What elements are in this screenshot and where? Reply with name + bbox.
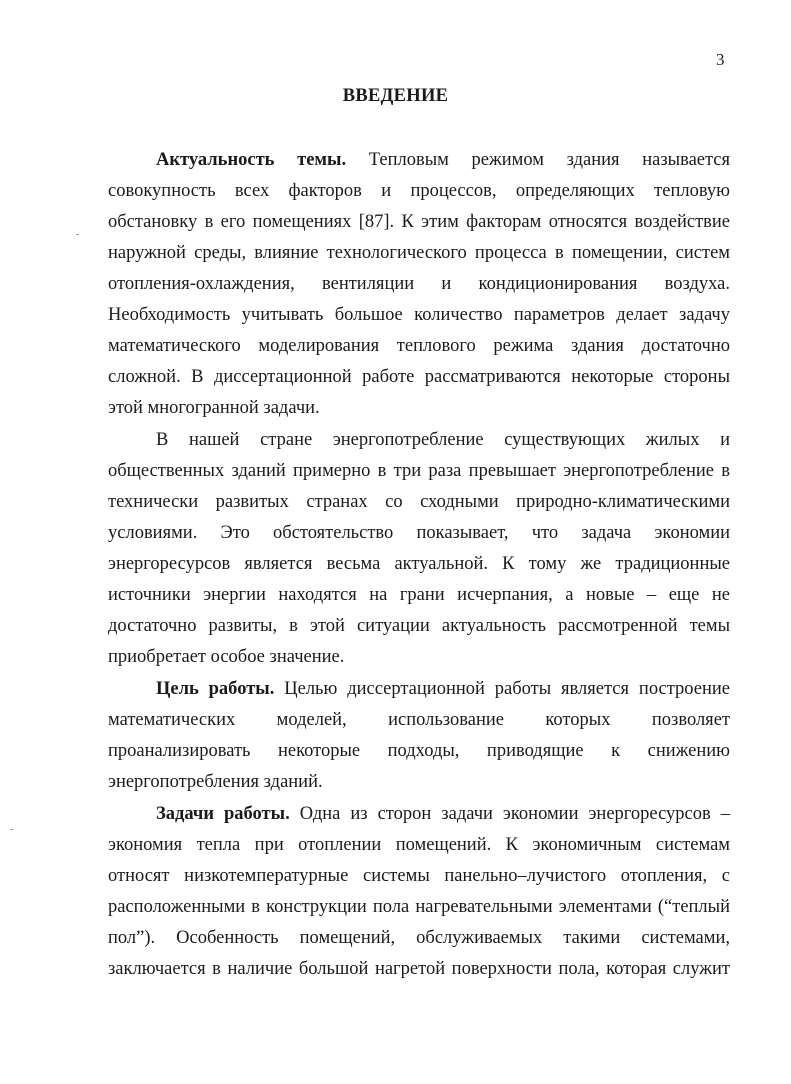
page-number: 3 [716,50,725,69]
paragraph-actuality-line: совокупность всех факторов и процессов, определяющих тепловую [108,181,730,201]
paragraph-goal-line: проанализировать некоторые подходы, приводящие к снижению [108,741,730,761]
paragraph-actuality-line: сложной. В диссертационной работе рассматриваются некоторые стороны [108,367,730,387]
paragraph-tasks-line: заключается в наличие большой нагретой поверхности пола, которая служит [108,959,730,979]
page-title: ВВЕДЕНИЕ [342,86,449,106]
scan-speck [76,234,79,235]
paragraph-tasks-line: относят низкотемпературные системы панельно–лучистого отопления, с [108,866,730,886]
paragraph-actuality-line: этой многогранной задачи. [108,398,320,418]
paragraph-goal-line [156,677,730,701]
paragraph-actuality-line: наружной среды, влияние технологического процесса в помещении, систем [108,243,730,263]
paragraph-lead-tasks: Задачи работы. [156,804,290,824]
paragraph-tasks-line: расположенными в конструкции пола нагревательными элементами (“теплый [108,897,730,917]
paragraph-lead-goal: Цель работы. [156,679,275,699]
paragraph-text: Одна из сторон задачи экономии энергоресурсов – [299,804,731,824]
paragraph-energy-line: источники энергии находятся на грани исчерпания, а новые – еще не [108,585,730,605]
paragraph-energy-line: В нашей стране энергопотребление существующих жилых и [156,430,730,450]
paragraph-text: Тепловым режимом здания называется [368,150,731,170]
paragraph-actuality-line: математического моделирования теплового режима здания достаточно [108,336,730,356]
paragraph-goal-line: энергопотребления зданий. [108,772,323,792]
paragraph-tasks-line [156,802,730,826]
paragraph-energy-line: энергоресурсов является весьма актуальной. К тому же традиционные [108,554,730,574]
paragraph-energy-line: общественных зданий примерно в три раза превышает энергопотребление в [108,461,730,481]
paragraph-goal-line: математических моделей, использование которых позволяет [108,710,730,730]
paragraph-tasks-line: экономия тепла при отоплении помещений. К экономичным системам [108,835,730,855]
scan-speck [10,829,13,830]
paragraph-tasks-line: пол”). Особенность помещений, обслуживаемых такими системами, [108,928,730,948]
paragraph-energy-line: технически развитых странах со сходными природно-климатическими [108,492,730,512]
paragraph-energy-line: приобретает особое значение. [108,647,345,667]
paragraph-energy-line: условиями. Это обстоятельство показывает, что задача экономии [108,523,730,543]
paragraph-actuality-line: отопления-охлаждения, вентиляции и кондиционирования воздуха. [108,274,730,294]
paragraph-actuality-line: Необходимость учитывать большое количество параметров делает задачу [108,305,730,325]
paragraph-actuality-line: обстановку в его помещениях [87]. К этим факторам относятся воздействие [108,212,730,232]
paragraph-energy-line: достаточно развиты, в этой ситуации актуальность рассмотренной темы [108,616,730,636]
paragraph-actuality-line [156,148,730,172]
paragraph-text: Целью диссертационной работы является построение [284,679,730,699]
paragraph-lead-actuality: Актуальность темы. [156,150,347,170]
